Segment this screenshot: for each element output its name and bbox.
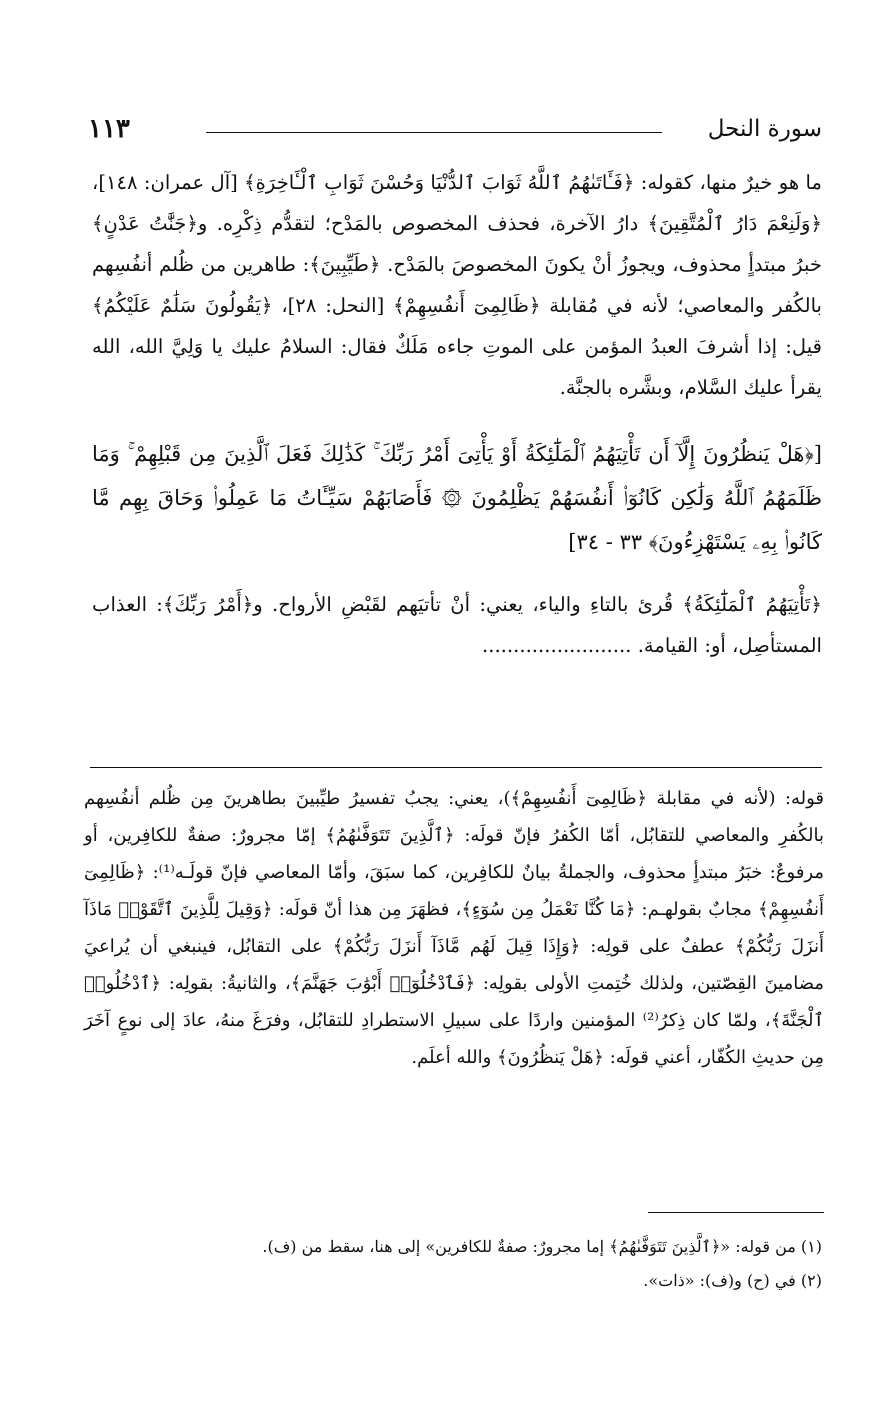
footnote-rule xyxy=(648,1212,824,1213)
footnote-1: (١) من قوله: «﴿ٱلَّذِينَ تَتَوَفَّىٰهُمُ﴾ إما مجرورٌ: صفةٌ للكافرين» إلى هنا، سقط من (ف). xyxy=(262,1237,822,1256)
quran-verse-block: [﴿هَلْ يَنظُرُونَ إِلَّآ أَن تَأْتِيَهُمُ ٱلْمَلَٰٓئِكَةُ أَوْ يَأْتِىَ أَمْرُ رَبِّكَ ۚ كَذَٰلِكَ فَعَلَ ٱلَّذِينَ مِن قَبْلِهِمْ ۚ وَمَا ظَلَمَهُمُ ٱللَّهُ وَلَٰكِن كَانُوٓا۟ أَنفُسَهُمْ يَظْلِمُونَ ۞ فَأَصَابَهُمْ سَيِّـَٔاتُ مَا عَمِلُوا۟ وَحَاقَ بِهِم مَّا كَانُوا۟ بِهِۦ يَسْتَهْزِءُونَ﴾ ٣٣ - ٣٤] xyxy=(92,442,822,554)
marginal-commentary xyxy=(84,780,824,1076)
page-header xyxy=(88,112,822,152)
header-rule xyxy=(206,132,662,133)
page-number: ١١٣ xyxy=(88,114,130,144)
commentary-paragraph-2: ﴿تَأْتِيَهُمُ ٱلْمَلَٰٓئِكَةُ﴾ قُرئ بالتاءِ والياء، يعني: أنْ تأتيَهم لقَبْضِ الأرواح. و﴿أَمْرُ رَبِّكَ﴾: العذاب المستأصِل، أو: القيامة. ........................ xyxy=(92,593,822,657)
main-text xyxy=(92,162,822,666)
section-divider xyxy=(90,767,822,768)
footnotes xyxy=(92,1230,822,1298)
commentary-paragraph-1: ما هو خيرٌ منها، كقوله: ﴿فَـَٔاتَىٰهُمُ ٱللَّهُ ثَوَابَ ٱلدُّنْيَا وَحُسْنَ ثَوَابِ ٱلْـَٔاخِرَةِ﴾ [آل عمران: ١٤٨]، ﴿وَلَنِعْمَ دَارُ ٱلْمُتَّقِينَ﴾ دارُ الآخرة، فحذف المخصوص بالمَدْح؛ لتقدُّم ذِكْرِه. و﴿جَنَّٰتُ عَدْنٍ﴾ خبرُ مبتدأٍ محذوف، ويجوزُ أنْ يكونَ المخصوصَ بالمَدْح. ﴿طَيِّبِينَ﴾: طاهرين من ظُلم أنفُسِهم بالكُفر والمعاصي؛ لأنه في مُقابلة ﴿ظَالِمِىٓ أَنفُسِهِمْ﴾ [النحل: ٢٨]، ﴿يَقُولُونَ سَلَٰمٌ عَلَيْكُمُ﴾ قيل: إذا أشرفَ العبدُ المؤمن على الموتِ جاءه مَلَكٌ فقال: السلامُ عليك يا وَلِيَّ الله، الله يقرأ عليك السَّلام، وبشَّره بالجنَّة. xyxy=(92,171,823,399)
footnote-2: (٢) في (ح) و(ف): «ذات». xyxy=(643,1271,822,1290)
hashiya-paragraph: قوله: (لأنه في مقابلة ﴿ظَالِمِىٓ أَنفُسِهِمْ﴾)، يعني: يجبُ تفسيرُ طيِّبينَ بطاهرينَ مِن ظُلم أنفُسِهم بالكُفرِ والمعاصي للتقابُل، أمّا الكُفرُ فإنّ قولَه: ﴿ٱلَّذِينَ تَتَوَفَّىٰهُمُ﴾ إمّا مجرورٌ: صفةٌ للكافِرين، أو مرفوعٌ: خبَرُ مبتدأٍ محذوف، والجملةُ بيانٌ للكافِرين، كما سبَقَ، وأمّا المعاصي فإنّ قولَـه⁽¹⁾: ﴿ظَالِمِىٓ أَنفُسِهِمْ﴾ مجابٌ بقولهـم: ﴿مَا كُنَّا نَعْمَلُ مِن سُوٓءٍ﴾، فظهَرَ مِن هذا أنّ قولَه: ﴿وَقِيلَ لِلَّذِينَ ٱتَّقَوْا۟ مَاذَآ أَنزَلَ رَبُّكُمْ﴾ عطفٌ على قولِه: ﴿وَإِذَا قِيلَ لَهُم مَّاذَآ أَنزَلَ رَبُّكُمْ﴾ على التقابُل، فينبغي أن يُراعيَ مضامينَ القِصّتين، ولذلك خُتِمتِ الأولى بقولِه: ﴿فَٱدْخُلُوٓا۟ أَبْوَٰبَ جَهَنَّمَ﴾، والثانيةُ: بقولِه: ﴿ٱدْخُلُوا۟ ٱلْجَنَّةَ﴾، ولمّا كان ذِكرُ⁽²⁾ المؤمنين واردًا على سبيلِ الاستطرادِ للتقابُل، وفرَغَ منهُ، عادَ إلى نوعٍ آخَرَ مِن حديثِ الكُفّار، أعني قولَه: ﴿هَلْ يَنظُرُونَ﴾ والله أعلَم. xyxy=(84,788,824,1068)
surah-title: سورة النحل xyxy=(707,116,822,142)
